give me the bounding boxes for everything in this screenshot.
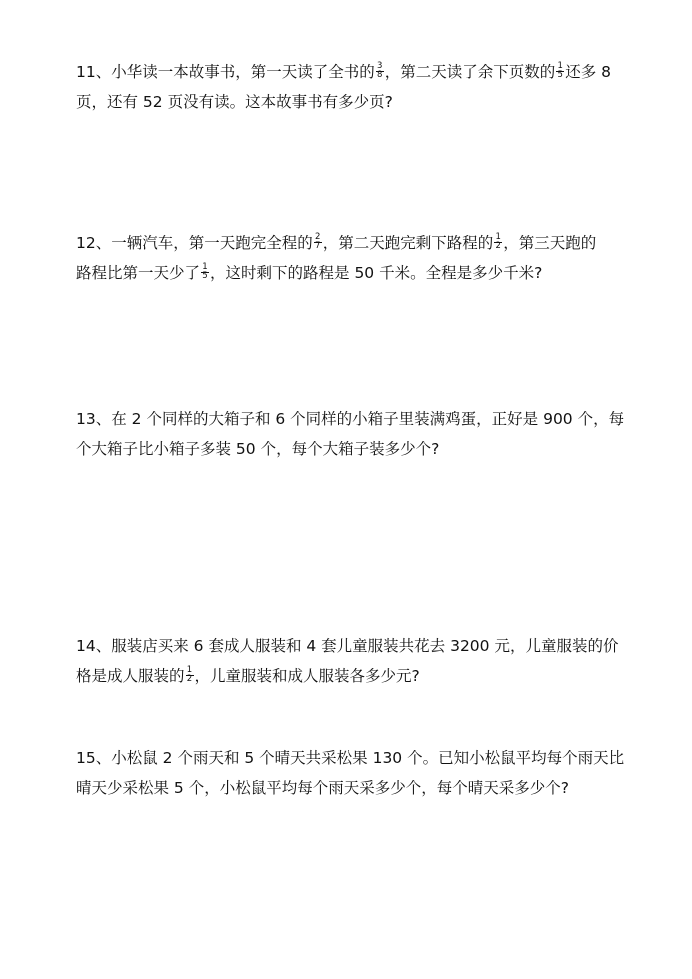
problem-13 — [76, 404, 625, 464]
problem-12 — [76, 228, 621, 288]
text-segment: 格是成人服装的 — [76, 667, 185, 685]
text-segment: 15、小松鼠 2 个雨天和 5 个晴天共采松果 130 个。已知小松鼠平均每个雨天比 — [76, 749, 625, 767]
problem-line — [76, 57, 621, 87]
problem-line — [76, 434, 621, 464]
problem-line — [76, 661, 621, 691]
fraction-denominator: 5 — [202, 271, 208, 281]
fraction-numerator: 1 — [495, 232, 501, 242]
problem-line — [76, 404, 625, 434]
text-segment: ，第三天跑的 — [503, 234, 597, 252]
problem-15 — [76, 743, 625, 803]
text-segment: 晴天少采松果 5 个，小松鼠平均每个雨天采多少个，每个晴天采多少个? — [76, 779, 569, 797]
fraction-numerator: 1 — [557, 61, 563, 71]
fraction — [494, 234, 502, 250]
problem-line — [76, 228, 621, 258]
problem-line — [76, 773, 621, 803]
fraction-numerator: 1 — [186, 665, 193, 675]
problem-line — [76, 631, 621, 661]
fraction — [314, 234, 322, 250]
problem-11 — [76, 57, 621, 117]
fraction — [186, 667, 194, 683]
text-segment: ，儿童服装和成人服装各多少元? — [194, 667, 420, 685]
text-segment: ，第二天跑完剩下路程的 — [322, 234, 494, 252]
problem-line — [76, 258, 621, 288]
text-segment: ，这时剩下的路程是 50 千米。全程是多少千米? — [210, 264, 543, 282]
text-segment: 13、在 2 个同样的大箱子和 6 个同样的小箱子里装满鸡蛋，正好是 900 个，每 — [76, 410, 625, 428]
fraction-denominator: 2 — [186, 674, 193, 684]
fraction — [201, 264, 209, 280]
text-segment: 个大箱子比小箱子多装 50 个，每个大箱子装多少个? — [76, 440, 440, 458]
text-segment: 14、服装店买来 6 套成人服装和 4 套儿童服装共花去 3200 元，儿童服装的价 — [76, 637, 619, 655]
text-segment: 路程比第一天少了 — [76, 264, 201, 282]
problem-14 — [76, 631, 621, 691]
fraction — [376, 63, 384, 79]
text-segment: 页，还有 52 页没有读。这本故事书有多少页? — [76, 93, 393, 111]
problem-line — [76, 87, 621, 117]
fraction-denominator: 8 — [377, 70, 383, 80]
text-segment: 11、小华读一本故事书，第一天读了全书的 — [76, 63, 375, 81]
fraction-numerator: 2 — [315, 232, 321, 242]
text-segment: ，第二天读了余下页数的 — [384, 63, 556, 81]
text-segment: 还多 8 — [565, 63, 612, 81]
problem-line — [76, 743, 625, 773]
text-segment: 12、一辆汽车，第一天跑完全程的 — [76, 234, 313, 252]
fraction-numerator: 1 — [202, 262, 208, 272]
fraction — [556, 63, 564, 79]
fraction-denominator: 5 — [557, 70, 563, 80]
fraction-denominator: 2 — [495, 241, 501, 251]
fraction-numerator: 3 — [377, 61, 383, 71]
fraction-denominator: 7 — [315, 241, 321, 251]
